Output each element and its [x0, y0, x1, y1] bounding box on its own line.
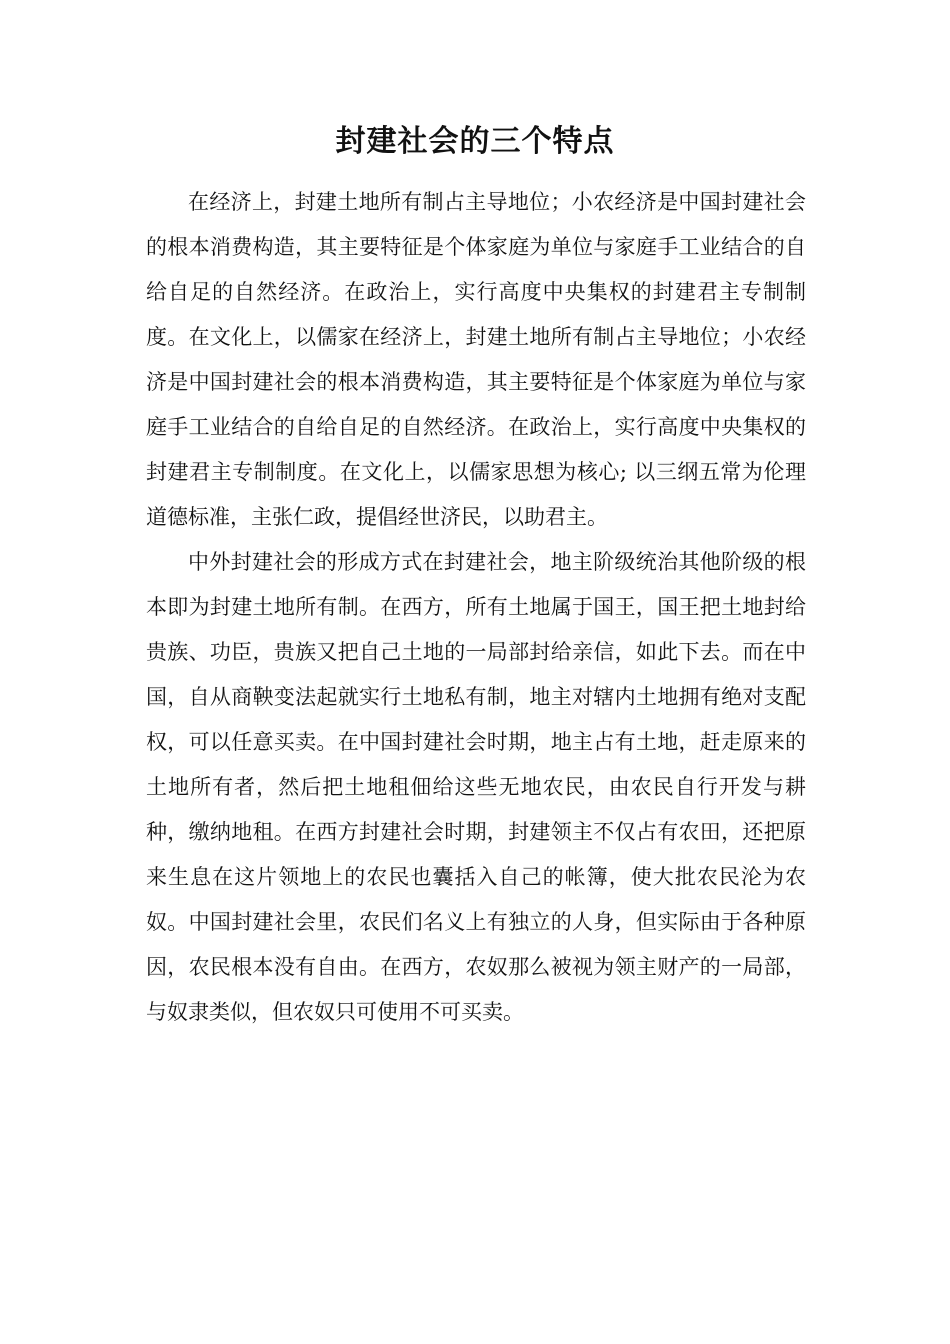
document-title: 封建社会的三个特点 [335, 124, 615, 159]
paragraph-feudal-formation: 中外封建社会的形成方式在封建社会，地主阶级统治其他阶级的根本即为封建土地所有制。在西方，所有土地属于国王，国王把土地封给贵族、功臣，贵族又把自己土地的一局部封给亲信，如此下去。而在中国，自从商鞅变法起就实行土地私有制，地主对辖内土地拥有绝对支配权，可以任意买卖。在中国封建社会时期，地主占有土地，赶走原来的土地所有者，然后把土地租佃给这些无地农民，由农民自行开发与耕种，缴纳地租。在西方封建社会时期，封建领主不仅占有农田，还把原来生息在这片领地上的农民也囊括入自己的帐簿，使大批农民沦为农奴。中国封建社会里，农民们名义上有独立的人身，但实际由于各种原因，农民根本没有自由。在西方，农奴那么被视为领主财产的一局部，与奴隶类似，但农奴只可使用不可买卖。 [146, 550, 806, 1024]
paragraph-economy-politics-culture: 在经济上，封建土地所有制占主导地位；小农经济是中国封建社会的根本消费构造，其主要特征是个体家庭为单位与家庭手工业结合的自给自足的自然经济。在政治上，实行高度中央集权的封建君主专制制度。在文化上，以儒家在经济上，封建土地所有制占主导地位；小农经济是中国封建社会的根本消费构造，其主要特征是个体家庭为单位与家庭手工业结合的自给自足的自然经济。在政治上，实行高度中央集权的封建君主专制制度。在文化上，以儒家思想为核心; 以三纲五常为伦理道德标准，主张仁政，提倡经世济民，以助君主。 [146, 190, 806, 529]
document-body [146, 180, 806, 1035]
